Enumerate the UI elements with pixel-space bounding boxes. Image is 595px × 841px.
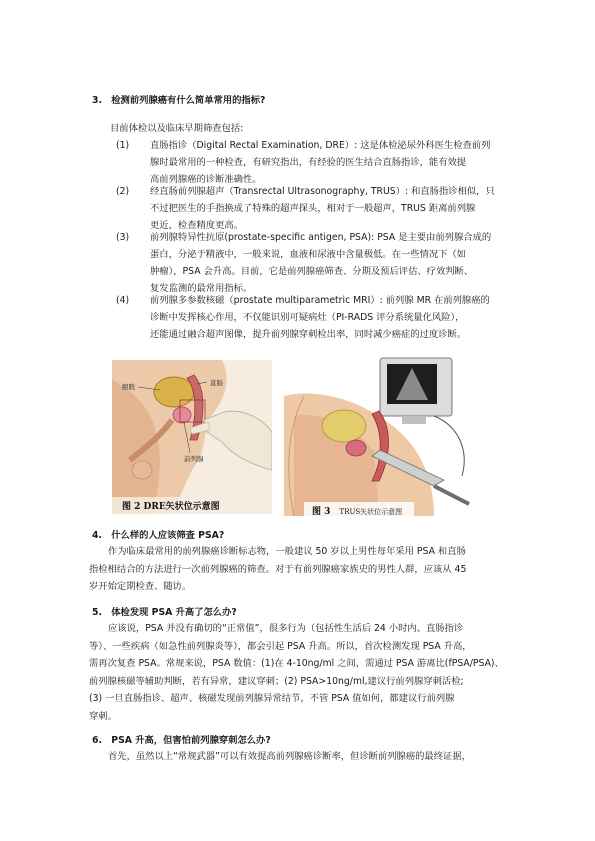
section-title: 什么样的人应该筛查 PSA? [111, 530, 225, 541]
text-line: 指检相结合的方法进行一次前列腺癌的筛查。对于有前列腺癌家族史的男性人群，应该从 45 [89, 563, 467, 575]
section-number: 6. [92, 735, 103, 746]
section-3-intro: 目前体检以及临床早期筛查包括: [110, 123, 244, 134]
figure-2-caption: 图 2 DRE矢状位示意图 [122, 502, 220, 512]
section-3-heading [92, 92, 265, 106]
text-line: 蛋白，分泌于精液中，一般来说，血液和尿液中含量极低。在一些情况下（如 [150, 249, 467, 260]
text-line: 前列腺特异性抗原(prostate-specific antigen, PSA): PSA 是主要由前列腺合成的 [150, 232, 492, 243]
text-line: 高前列腺癌的诊断准确性。 [150, 174, 262, 185]
section-6-body [89, 748, 529, 766]
text-line: 不过把医生的手指换成了特殊的超声探头，相对于一般超声，TRUS 距离前列腺 [150, 203, 476, 214]
label-prostate: 前列腺 [184, 455, 204, 463]
section-title: 检测前列腺癌有什么简单常用的指标? [111, 95, 266, 106]
section-6-heading [92, 732, 271, 746]
section-5-body [89, 620, 529, 725]
text-line: 直肠指诊（Digital Rectal Examination, DRE）: 这是体检泌尿外科医生检查前列 [150, 140, 491, 151]
list-item-number: (3) [116, 232, 130, 243]
list-item-number: (1) [116, 140, 130, 151]
section-5-heading [92, 604, 237, 618]
text-line: 更近，检查精度更高。 [150, 220, 243, 231]
dre-anatomy-image [112, 360, 272, 514]
section-title: PSA 升高，但害怕前列腺穿刺怎么办? [111, 735, 271, 746]
text-line: 腺时最常用的一种检查，有研究指出，有经验的医生结合直肠指诊，能有效提 [150, 157, 467, 168]
list-item-2 [110, 183, 550, 234]
figure-3-trus-illustration [284, 356, 484, 516]
section-4-heading [92, 527, 224, 541]
text-line: 前列腺多参数核磁（prostate multiparametric MRI）: 前列腺 MR 在前列腺癌的 [150, 295, 490, 306]
trus-anatomy-image [284, 356, 484, 516]
text-line: 需再次复查 PSA。常规来说，PSA 数值：(1)在 4-10ng/ml 之间，需通过 PSA 游离比(fPSA/PSA)、 [89, 658, 504, 669]
text-line: 经直肠前列腺超声（Transrectal Ultrasonography, TRUS）: 和直肠指诊相似，只 [150, 186, 495, 197]
list-item-3 [110, 229, 550, 297]
section-number: 4. [92, 530, 103, 541]
text-line: 肿瘤），PSA 会升高。目前，它是前列腺癌筛查、分期及预后评估、疗效判断、 [150, 266, 474, 277]
figure-3-caption-text: TRUS矢状位示意图 [339, 508, 403, 516]
list-item-number: (4) [116, 295, 130, 306]
figure-3-caption-number: 图 3 [312, 507, 331, 517]
text-line: (3) 一旦直肠指诊、超声、核磁发现前列腺异常结节，不管 PSA 值如何，都建议行前列腺 [89, 693, 455, 704]
list-item-1 [110, 137, 550, 188]
section-number: 5. [92, 607, 103, 618]
text-line: 诊断中发挥核心作用，不仅能识别可疑病灶（PI-RADS 评分系统量化风险）， [150, 312, 465, 323]
section-4-body [89, 543, 529, 596]
label-rectum: 直肠 [210, 379, 223, 387]
list-item-number: (2) [116, 186, 130, 197]
text-line: 岁开始定期检查、随访。 [89, 581, 192, 592]
figure-3-caption [312, 504, 402, 517]
text-line: 首先，虽然以上“常规武器”可以有效提高前列腺癌诊断率，但诊断前列腺癌的最终证据， [108, 751, 471, 762]
text-line: 作为临床最常用的前列腺癌诊断标志物，一般建议 50 岁以上男性每年采用 PSA 和直肠 [108, 546, 466, 557]
section-number: 3. [92, 95, 103, 106]
text-line: 前列腺核磁等辅助判断，若有异常，建议穿刺；(2) PSA>10ng/ml,建议行前列腺穿刺活检; [89, 675, 464, 687]
text-line: 等）、一些疾病（如急性前列腺炎等），都会引起 PSA 升高。所以，首次检测发现 PSA 升高， [89, 640, 472, 652]
figure-2-dre-illustration [112, 360, 272, 514]
list-item-4 [110, 292, 550, 343]
text-line: 还能通过融合超声图像，提升前列腺穿刺检出率，同时减少癌症的过度诊断。 [150, 329, 467, 340]
text-line: 穿刺。 [89, 710, 117, 722]
section-title: 体检发现 PSA 升高了怎么办? [111, 607, 237, 618]
text-line: 复发监测的最常用指标。 [150, 283, 253, 294]
label-bladder: 膀胱 [122, 383, 135, 391]
text-line: 应该说，PSA 并没有确切的“正常值”，很多行为（包括性生活后 24 小时内、直肠指诊 [108, 623, 464, 634]
